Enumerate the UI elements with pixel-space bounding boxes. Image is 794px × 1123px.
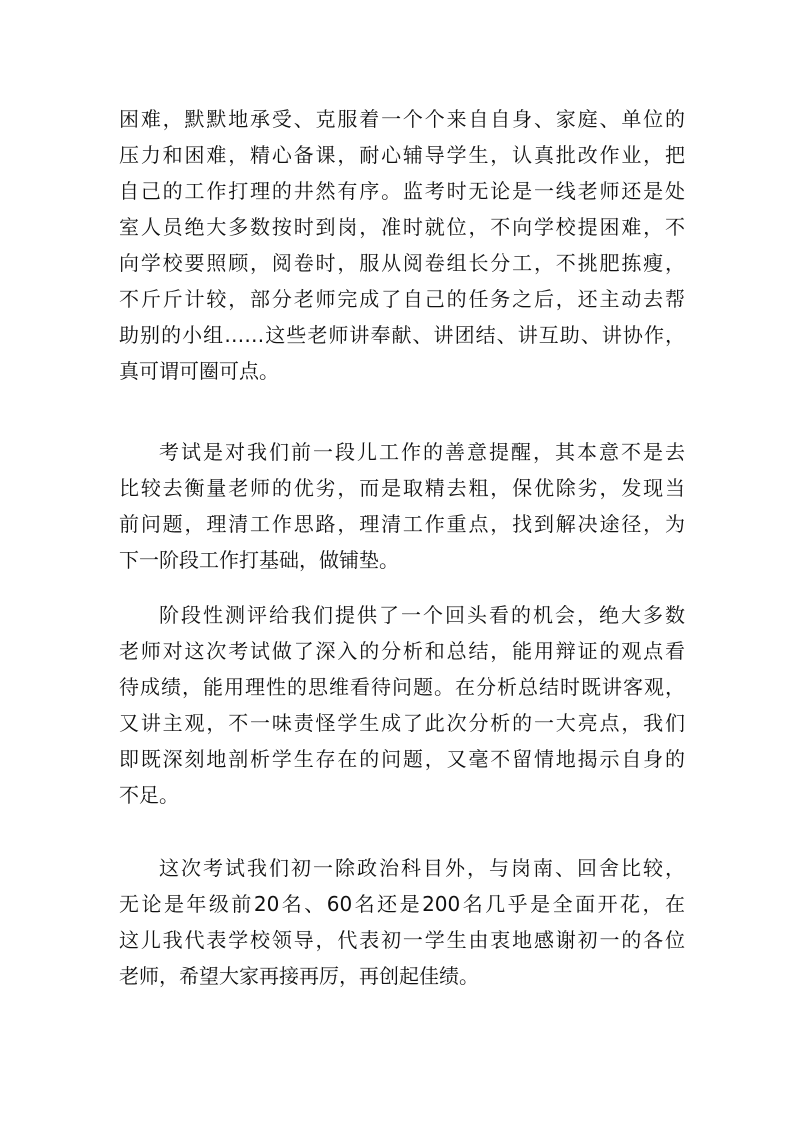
paragraph-line: 老师，希望大家再接再厉，再创起佳绩。 [119,964,479,988]
paragraph-line: 下一阶段工作打基础，做铺垫。 [119,548,399,572]
paragraph-line: 压力和困难，精心备课，耐心辅导学生，认真批改作业，把 [119,143,685,167]
paragraph-line: 真可谓可圈可点。 [119,359,279,383]
paragraph-line: 困难，默默地承受、克服着一个个来自自身、家庭、单位的 [119,107,685,131]
paragraph-line: 不足。 [119,783,179,807]
paragraph-line: 助别的小组……这些老师讲奉献、讲团结、讲互助、讲协作， [119,323,685,347]
paragraph-line: 自己的工作打理的井然有序。监考时无论是一线老师还是处 [119,179,685,203]
paragraph-line: 无论是年级前20名、60名还是200名几乎是全面开花，在 [119,892,685,916]
paragraph-line: 不斤斤计较，部分老师完成了自己的任务之后，还主动去帮 [119,287,685,311]
paragraph-line: 这次考试我们初一除政治科目外，与岗南、回舍比较， [159,856,685,880]
paragraph-line: 即既深刻地剖析学生存在的问题，又毫不留情地揭示自身的 [119,747,685,771]
paragraph-line: 室人员绝大多数按时到岗，准时就位，不向学校提困难，不 [119,215,685,239]
paragraph-line: 又讲主观，不一味责怪学生成了此次分析的一大亮点，我们 [119,711,685,735]
paragraph-line: 这儿我代表学校领导，代表初一学生由衷地感谢初一的各位 [119,928,685,952]
paragraph-line: 考试是对我们前一段儿工作的善意提醒，其本意不是去 [159,440,685,464]
paragraph-line: 老师对这次考试做了深入的分析和总结，能用辩证的观点看 [119,639,685,663]
paragraph-line: 向学校要照顾，阅卷时，服从阅卷组长分工，不挑肥拣瘦， [119,251,685,275]
paragraph-line: 比较去衡量老师的优劣，而是取精去粗，保优除劣，发现当 [119,476,685,500]
paragraph-line: 前问题，理清工作思路，理清工作重点，找到解决途径，为 [119,512,685,536]
paragraph-line: 待成绩，能用理性的思维看待问题。在分析总结时既讲客观， [119,675,685,699]
paragraph-line: 阶段性测评给我们提供了一个回头看的机会，绝大多数 [159,603,685,627]
